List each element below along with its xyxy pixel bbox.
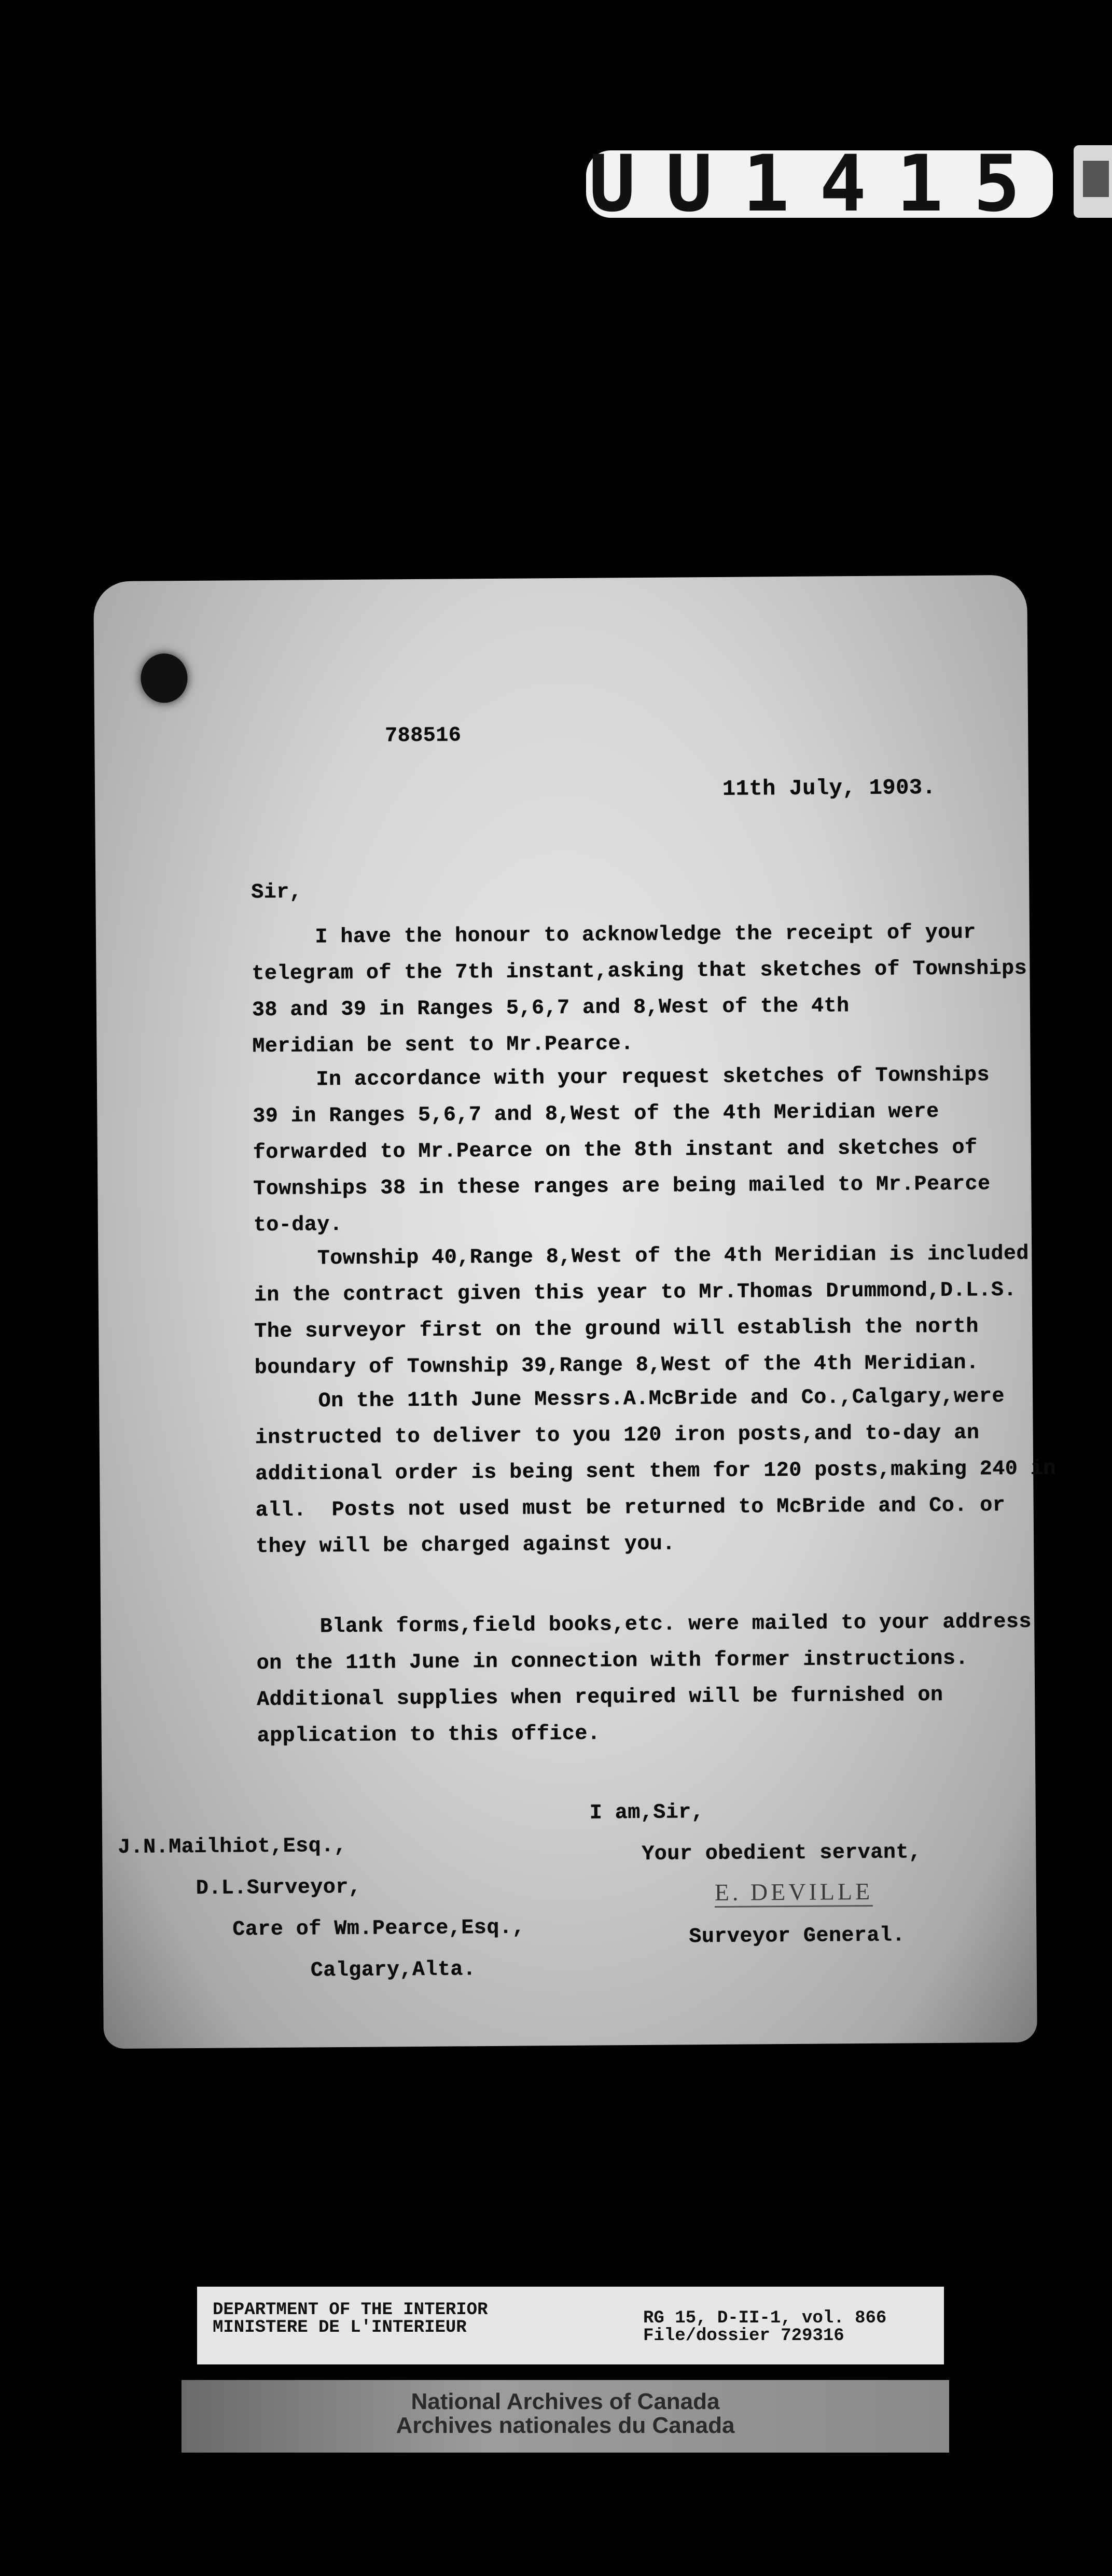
- file-number: File/dossier 729316: [643, 2326, 844, 2346]
- letter-page: [93, 575, 1057, 2049]
- paragraph-line: 39 in Ranges 5,6,7 and 8,West of the 4th Meridian were: [253, 1100, 939, 1129]
- paragraph-line: to-day.: [253, 1213, 343, 1238]
- archives-name-english: National Archives of Canada: [411, 2389, 720, 2414]
- paragraph-5: [256, 1604, 1033, 1755]
- frame-edge-mark: [1074, 145, 1112, 218]
- paragraph-line: Additional supplies when required will be furnished on: [257, 1683, 943, 1712]
- paragraph-line: forwarded to Mr.Pearce on the 8th instant and sketches of: [253, 1136, 978, 1165]
- salutation: Sir,: [251, 880, 302, 905]
- archives-name-french: Archives nationales du Canada: [396, 2413, 735, 2438]
- paragraph-line: On the 11th June Messrs.A.McBride and Co.,Calgary,were: [255, 1385, 1005, 1414]
- paragraph-line: on the 11th June in connection with former instructions.: [256, 1647, 969, 1676]
- addressee-name: J.N.Mailhiot,Esq.,: [118, 1834, 347, 1860]
- department-french: MINISTERE DE L'INTERIEUR: [213, 2318, 467, 2337]
- reference-number: 788516: [385, 724, 462, 748]
- letter-date: 11th July, 1903.: [722, 775, 936, 802]
- paragraph-1: [252, 915, 1028, 1065]
- paragraph-line: all. Posts not used must be returned to McBride and Co. or: [255, 1494, 1006, 1523]
- paragraph-line: 38 and 39 in Ranges 5,6,7 and 8,West of the 4th: [252, 995, 850, 1023]
- paragraph-line: Townships 38 in these ranges are being mailed to Mr.Pearce: [253, 1172, 991, 1201]
- punch-hole: [141, 653, 188, 703]
- paragraph-3: [254, 1236, 1030, 1387]
- paragraph-line: in the contract given this year to Mr.Thomas Drummond,D.L.S.: [254, 1278, 1017, 1308]
- paragraph-4: [255, 1378, 1057, 1565]
- archives-banner: [182, 2380, 949, 2453]
- paragraph-line: Township 40,Range 8,West of the 4th Meridian is included: [254, 1242, 1030, 1271]
- signer-title: Surveyor General.: [689, 1924, 906, 1949]
- paragraph-line: The surveyor first on the ground will establish the north: [254, 1315, 979, 1344]
- paragraph-line: additional order is being sent them for 120 posts,making 240 in: [255, 1457, 1057, 1487]
- addressee-role: D.L.Surveyor,: [196, 1875, 362, 1900]
- paragraph-line: Blank forms,field books,etc. were mailed to your address: [256, 1610, 1032, 1640]
- paragraph-line: they will be charged against you.: [255, 1532, 675, 1559]
- paragraph-line: boundary of Township 39,Range 8,West of the 4th Meridian.: [254, 1351, 979, 1380]
- department-english: DEPARTMENT OF THE INTERIOR: [213, 2300, 488, 2320]
- paragraph-line: Meridian be sent to Mr.Pearce.: [252, 1032, 634, 1059]
- paragraph-line: I have the honour to acknowledge the receipt of your: [251, 921, 976, 950]
- paragraph-line: instructed to deliver to you 120 iron posts,and to-day an: [255, 1421, 980, 1450]
- closing-line: I am,Sir,: [589, 1801, 704, 1825]
- addressee-care-of: Care of Wm.Pearce,Esq.,: [232, 1916, 525, 1942]
- signature-stamp: E. DEVILLE: [715, 1878, 873, 1908]
- addressee-city: Calgary,Alta.: [310, 1958, 476, 1983]
- closing-servant: Your obedient servant,: [642, 1841, 922, 1866]
- paragraph-line: telegram of the 7th instant,asking that sketches of Townships: [252, 957, 1027, 986]
- paragraph-line: In accordance with your request sketches of Townships: [252, 1063, 990, 1093]
- archive-reference-label: [197, 2287, 944, 2364]
- record-group: RG 15, D-II-1, vol. 866: [643, 2308, 887, 2328]
- paragraph-2: [253, 1057, 991, 1244]
- frame-number-label: UU1415: [586, 150, 1053, 218]
- paragraph-line: application to this office.: [257, 1722, 601, 1748]
